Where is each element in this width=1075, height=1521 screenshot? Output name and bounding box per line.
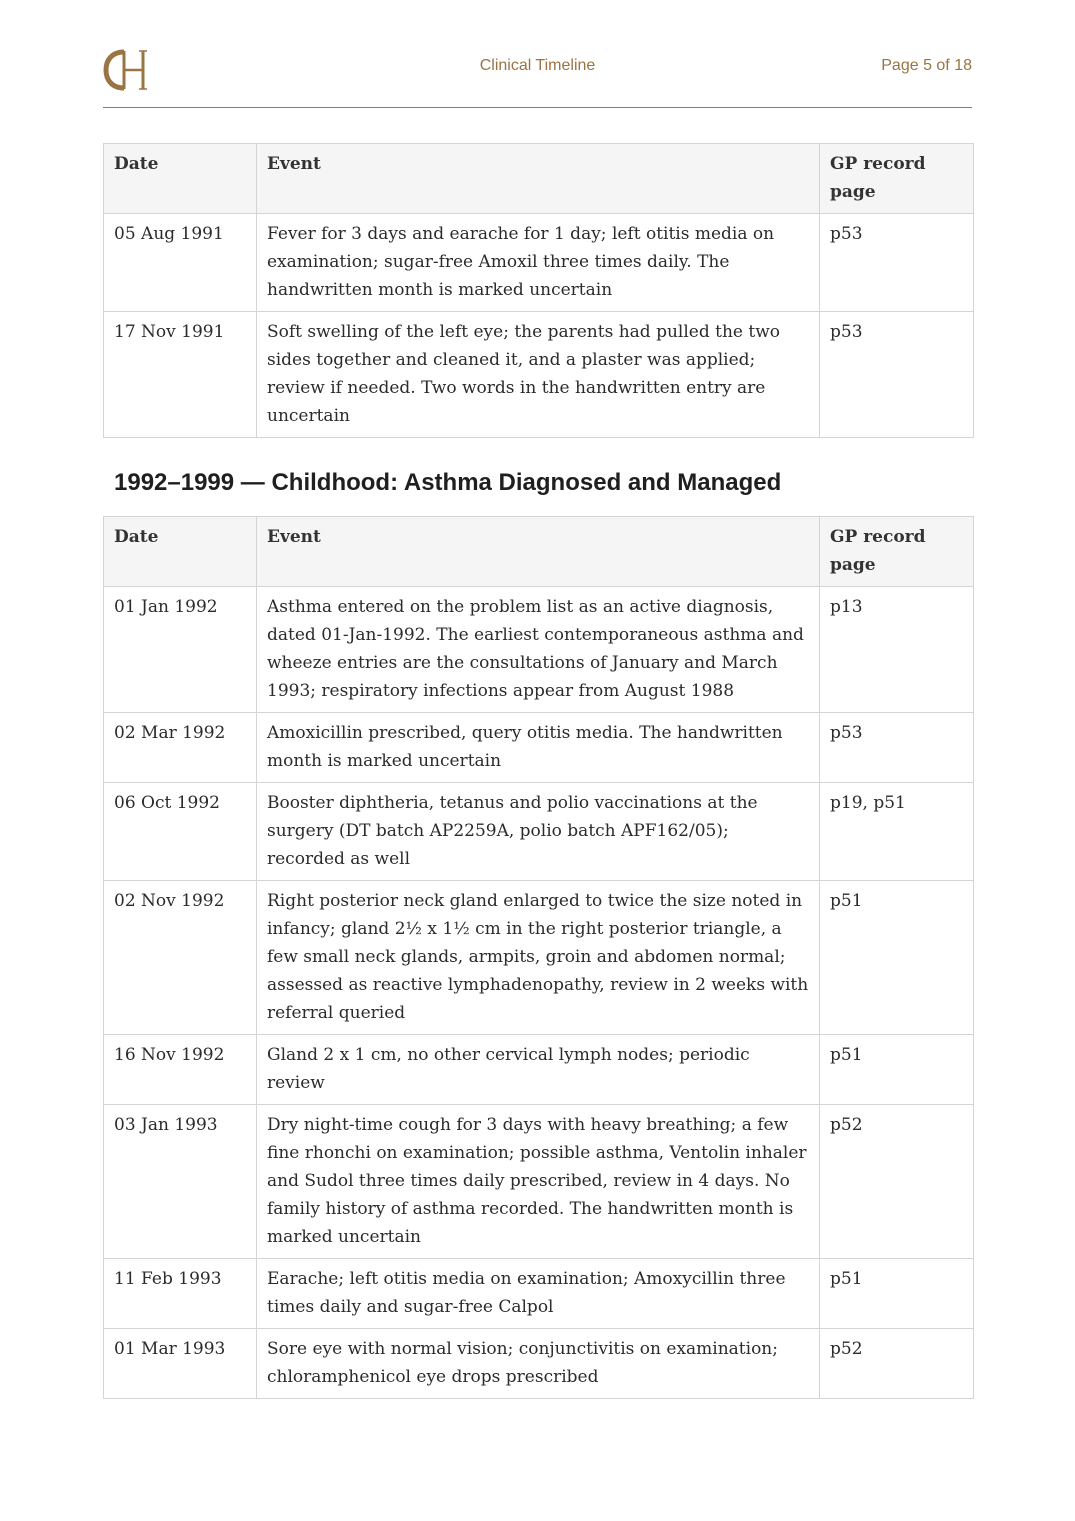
event-cell: Booster diphtheria, tetanus and polio vaccinations at the surgery (DT batch AP2259A, polio batch APF162/05); recorded as well [257, 783, 820, 881]
event-cell: Gland 2 x 1 cm, no other cervical lymph nodes; periodic review [257, 1035, 820, 1105]
table-header-row [104, 144, 974, 214]
table-row [104, 713, 974, 783]
page-cell: p52 [820, 1329, 974, 1399]
table-row [104, 587, 974, 713]
event-cell: Asthma entered on the problem list as an active diagnosis, dated 01-Jan-1992. The earliest contemporaneous asthma and wheeze entries are the consultations of January and March 1993; respiratory infections appear from August 1988 [257, 587, 820, 713]
timeline-table-1 [103, 143, 974, 438]
date-cell: 02 Mar 1992 [104, 713, 257, 783]
table-row [104, 881, 974, 1035]
page-cell: p19, p51 [820, 783, 974, 881]
page-cell: p51 [820, 1035, 974, 1105]
event-cell: Earache; left otitis media on examination; Amoxycillin three times daily and sugar-free Calpol [257, 1259, 820, 1329]
table-row [104, 214, 974, 312]
page-cell: p52 [820, 1105, 974, 1259]
event-cell: Fever for 3 days and earache for 1 day; left otitis media on examination; sugar-free Amoxil three times daily. The handwritten month is marked uncertain [257, 214, 820, 312]
column-header-date: Date [104, 144, 257, 214]
timeline-table-2 [103, 516, 974, 1399]
page-cell: p51 [820, 1259, 974, 1329]
date-cell: 16 Nov 1992 [104, 1035, 257, 1105]
table-header-row [104, 517, 974, 587]
event-cell: Soft swelling of the left eye; the parents had pulled the two sides together and cleaned it, and a plaster was applied; review if needed. Two words in the handwritten entry are uncertain [257, 312, 820, 438]
column-header-event: Event [257, 517, 820, 587]
page-cell: p53 [820, 713, 974, 783]
table-row [104, 1329, 974, 1399]
column-header-page: GP record page [820, 517, 974, 587]
page-cell: p53 [820, 214, 974, 312]
date-cell: 11 Feb 1993 [104, 1259, 257, 1329]
date-cell: 01 Jan 1992 [104, 587, 257, 713]
date-cell: 06 Oct 1992 [104, 783, 257, 881]
page-header [103, 44, 972, 108]
date-cell: 01 Mar 1993 [104, 1329, 257, 1399]
event-cell: Sore eye with normal vision; conjunctivitis on examination; chloramphenicol eye drops prescribed [257, 1329, 820, 1399]
date-cell: 03 Jan 1993 [104, 1105, 257, 1259]
event-cell: Right posterior neck gland enlarged to twice the size noted in infancy; gland 2½ x 1½ cm in the right posterior triangle, a few small neck glands, armpits, groin and abdomen normal; assessed as reactive lymphadenopathy, review in 2 weeks with referral queried [257, 881, 820, 1035]
page-cell: p51 [820, 881, 974, 1035]
table-row [104, 312, 974, 438]
table-row [104, 783, 974, 881]
event-cell: Dry night-time cough for 3 days with heavy breathing; a few fine rhonchi on examination; possible asthma, Ventolin inhaler and Sudol three times daily prescribed, review in 4 days. No family history of asthma recorded. The handwritten month is marked uncertain [257, 1105, 820, 1259]
column-header-date: Date [104, 517, 257, 587]
table-row [104, 1035, 974, 1105]
column-header-event: Event [257, 144, 820, 214]
table-row [104, 1105, 974, 1259]
date-cell: 05 Aug 1991 [104, 214, 257, 312]
column-header-page: GP record page [820, 144, 974, 214]
date-cell: 02 Nov 1992 [104, 881, 257, 1035]
event-cell: Amoxicillin prescribed, query otitis media. The handwritten month is marked uncertain [257, 713, 820, 783]
page-number: Page 5 of 18 [881, 57, 972, 74]
section-heading: 1992–1999 — Childhood: Asthma Diagnosed and Managed [114, 469, 782, 496]
page-cell: p53 [820, 312, 974, 438]
page-cell: p13 [820, 587, 974, 713]
date-cell: 17 Nov 1991 [104, 312, 257, 438]
document-title: Clinical Timeline [479, 57, 596, 74]
table-row [104, 1259, 974, 1329]
